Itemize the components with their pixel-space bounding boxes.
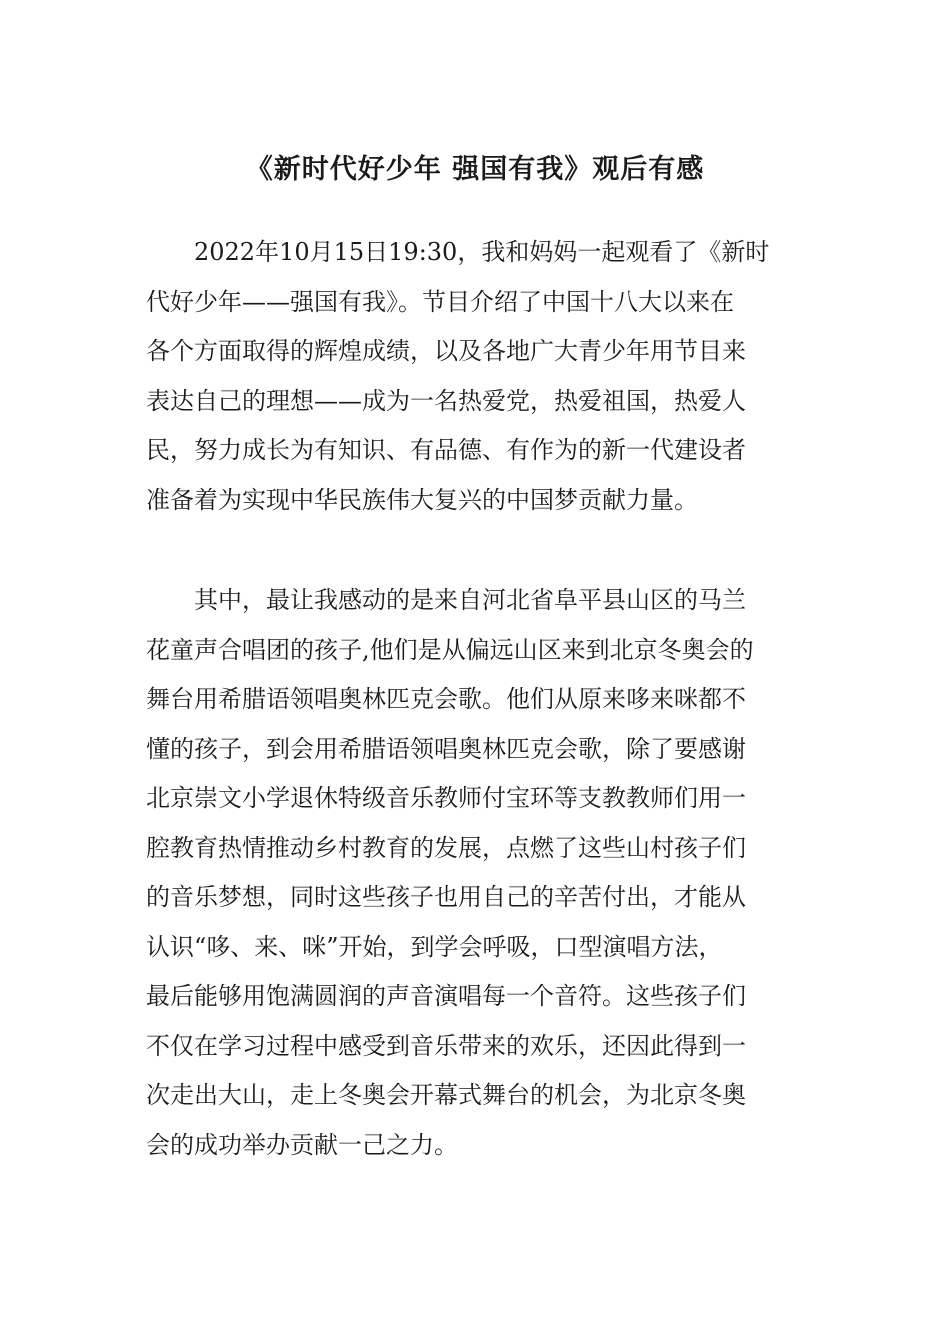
paragraph-line: 代好少年——强国有我》。节目介绍了中国十八大以来在 [146,287,734,316]
paragraph-line: 不仅在学习过程中感受到音乐带来的欢乐，还因此得到一 [146,1031,746,1060]
paragraph-line: 准备着为实现中华民族伟大复兴的中国梦贡献力量。 [146,485,698,514]
paragraph-line: 认识“哆、来、咪”开始，到学会呼吸，口型演唱方法， [146,932,723,961]
paragraph-1 [146,228,806,525]
paragraph-line: 的音乐梦想，同时这些孩子也用自己的辛苦付出，才能从 [146,883,746,911]
paragraph-line: 次走出大山，走上冬奥会开幕式舞台的机会，为北京冬奥 [146,1081,746,1109]
paragraph-line: 民，努力成长为有知识、有品德、有作为的新一代建设者 [146,436,746,464]
paragraph-line: 其中，最让我感动的是来自河北省阜平县山区的马兰 [194,586,746,614]
paragraph-line: 舞台用希腊语领唱奥林匹克会歌。他们从原来哆来咪都不 [146,685,746,713]
paragraph-line: 懂的孩子，到会用希腊语领唱奥林匹克会歌，除了要感谢 [146,734,746,763]
paragraph-line: 会的成功举办贡献一己之力。 [146,1130,458,1159]
document-title: 《新时代好少年 强国有我》观后有感 [245,154,705,186]
paragraph-line: 北京崇文小学退休特级音乐教师付宝环等支教教师们用一 [146,784,746,812]
paragraph-line: 2022年10月15日19:30，我和妈妈一起观看了《新时 [194,238,770,266]
paragraph-line: 花童声合唱团的孩子,他们是从偏远山区来到北京冬奥会的 [146,635,754,664]
paragraph-line: 表达自己的理想——成为一名热爱党，热爱祖国，热爱人 [146,386,746,415]
paragraph-2 [146,576,806,1170]
paragraph-line: 腔教育热情推动乡村教育的发展，点燃了这些山村孩子们 [146,833,746,862]
paragraph-line: 最后能够用饱满圆润的声音演唱每一个音符。这些孩子们 [146,982,746,1010]
paragraph-line: 各个方面取得的辉煌成绩，以及各地广大青少年用节目来 [146,337,746,365]
